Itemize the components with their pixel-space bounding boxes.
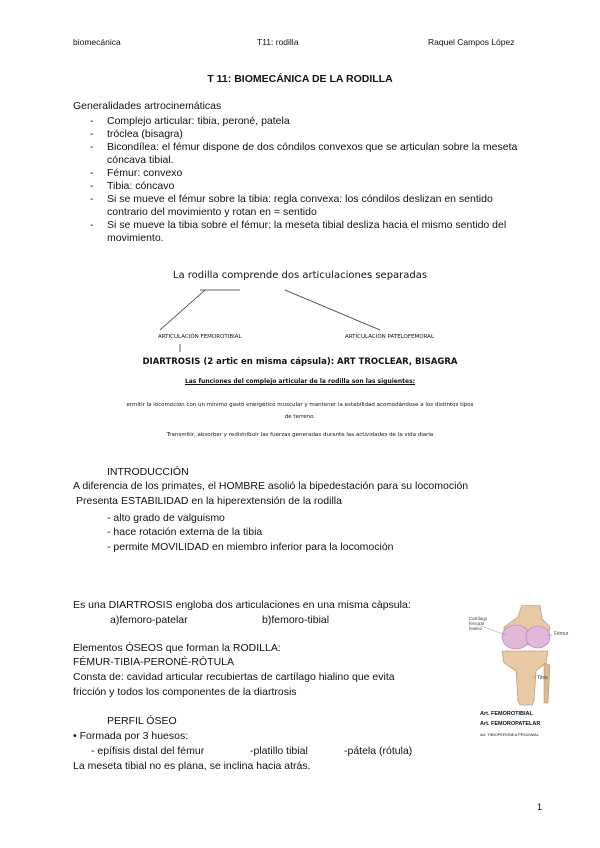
generalidades-heading: Generalidades artrocinemáticas bbox=[73, 100, 222, 112]
perfil-line-1: • Formada por 3 huesos: bbox=[73, 730, 189, 742]
list-item: - Si se mueve la tibia sobre el fémur: la meseta tibial desliza hacia el mismo sentido del movimiento. bbox=[73, 219, 537, 245]
perfil-hueso-1: - epífisis distal del fémur bbox=[91, 745, 205, 757]
intro-heading: INTRODUCCIÓN bbox=[107, 466, 189, 478]
figure-cartilage-label-1: Cartílago bbox=[469, 616, 488, 621]
page-number: 1 bbox=[537, 802, 543, 812]
figure-femur-label: Fémur bbox=[554, 631, 569, 637]
list-item: - Complejo articular: tibia, peroné, patela bbox=[73, 115, 553, 128]
figure-tibia-label: Tibia bbox=[537, 675, 548, 681]
header-subject: biomecánica bbox=[73, 37, 121, 47]
perfil-heading: PERFIL ÓSEO bbox=[107, 715, 177, 727]
list-item: - Si se mueve el fémur sobre la tibia: regla convexa: los cóndilos deslizan en sentido contrario del movimiento y rotan en = sentido bbox=[73, 193, 517, 219]
intro-line-2: Presenta ESTABILIDAD en la hiperextensión de la rodilla bbox=[76, 495, 342, 507]
scheme-top-text: La rodilla comprende dos articulaciones separadas bbox=[172, 270, 428, 281]
figure-caption-1: Art. FEMOROTIBIAL bbox=[480, 711, 533, 717]
knee-illustration bbox=[460, 605, 580, 745]
figure-caption-3: Art. TIBIOPERONEA PROXIMAL bbox=[480, 732, 539, 737]
generalidades-list bbox=[73, 115, 553, 245]
header-topic: T11: rodilla bbox=[257, 37, 299, 47]
list-item: - tróclea (bisagra) bbox=[73, 128, 553, 141]
figure-cartilage-label-2: femoral bbox=[469, 621, 485, 626]
page-title: T 11: BIOMECÁNICA DE LA RODILLA bbox=[207, 73, 393, 85]
scheme-patelofemoral-label: ARTICULACIÓN PATELOFEMORAL bbox=[345, 334, 435, 340]
scheme-connector-lines bbox=[60, 282, 540, 352]
list-item: - Fémur: convexo bbox=[73, 167, 553, 180]
list-item: - Bicondílea: el fémur dispone de dos cóndilos convexos que se articulan sobre la meseta cóncava tibial. bbox=[73, 141, 537, 167]
scheme-femorotibial-label: ARTICULACIÓN FEMOROTIBIAL bbox=[158, 334, 242, 340]
perfil-hueso-2: -platillo tibial bbox=[250, 745, 308, 757]
scheme-functions-title: Las funciones del complejo articular de la rodilla son las siguientes: bbox=[184, 378, 416, 385]
intro-item: - permite MOVILIDAD en miembro inferior para la locomoción bbox=[107, 541, 394, 553]
scheme-function-1b: de terreno. bbox=[284, 414, 316, 420]
scheme-function-1a: ermitir la locomoción con un mínimo gasto energético muscular y mantener la estabilidad acomodándose a los distintos tipos bbox=[126, 402, 474, 408]
elementos-line-4: fricción y todos los componentes de la diartrosis bbox=[73, 686, 297, 698]
intro-item: - alto grado de valguismo bbox=[107, 512, 225, 524]
elementos-line-1: Elementos ÓSEOS que forman la RODILLA: bbox=[73, 642, 281, 654]
elementos-line-2: FÉMUR-TIBIA-PERONÉ-RÓTULA bbox=[73, 656, 235, 668]
intro-line-1: A diferencia de los primates, el HOMBRE asolió la bipedestación para su locomoción bbox=[73, 480, 469, 492]
knee-articulations-scheme bbox=[60, 268, 540, 448]
header-author: Raquel Campos López bbox=[428, 37, 515, 47]
scheme-function-2: Transmitir, absorber y redistribuir las fuerzas generadas durante las actividades de la vida diaria bbox=[166, 432, 434, 438]
perfil-line-3: La meseta tibial no es plana, se inclina hacia atrás. bbox=[73, 760, 311, 772]
diartrosis-option-b: b)femoro-tibial bbox=[262, 614, 330, 626]
scheme-diartrosis-text: DIARTROSIS (2 artic en misma cápsula): ART TROCLEAR, BISAGRA bbox=[142, 357, 458, 367]
intro-item: - hace rotación externa de la tibia bbox=[107, 526, 263, 538]
figure-cartilage-label-3: hialino bbox=[469, 626, 483, 631]
list-item: - Tibia: cóncavo bbox=[73, 180, 553, 193]
elementos-line-3: Consta de: cavidad articular recubiertas de cartílago hialino que evita bbox=[73, 671, 395, 683]
figure-caption-2: Art. FEMOROPATELAR bbox=[480, 721, 541, 727]
perfil-hueso-3: -pátela (rótula) bbox=[344, 745, 413, 757]
diartrosis-line: Es una DIARTROSIS engloba dos articulaciones en una misma càpsula: bbox=[73, 599, 411, 611]
diartrosis-option-a: a)femoro-patelar bbox=[110, 614, 188, 626]
figure-cartilage-label bbox=[469, 616, 487, 631]
